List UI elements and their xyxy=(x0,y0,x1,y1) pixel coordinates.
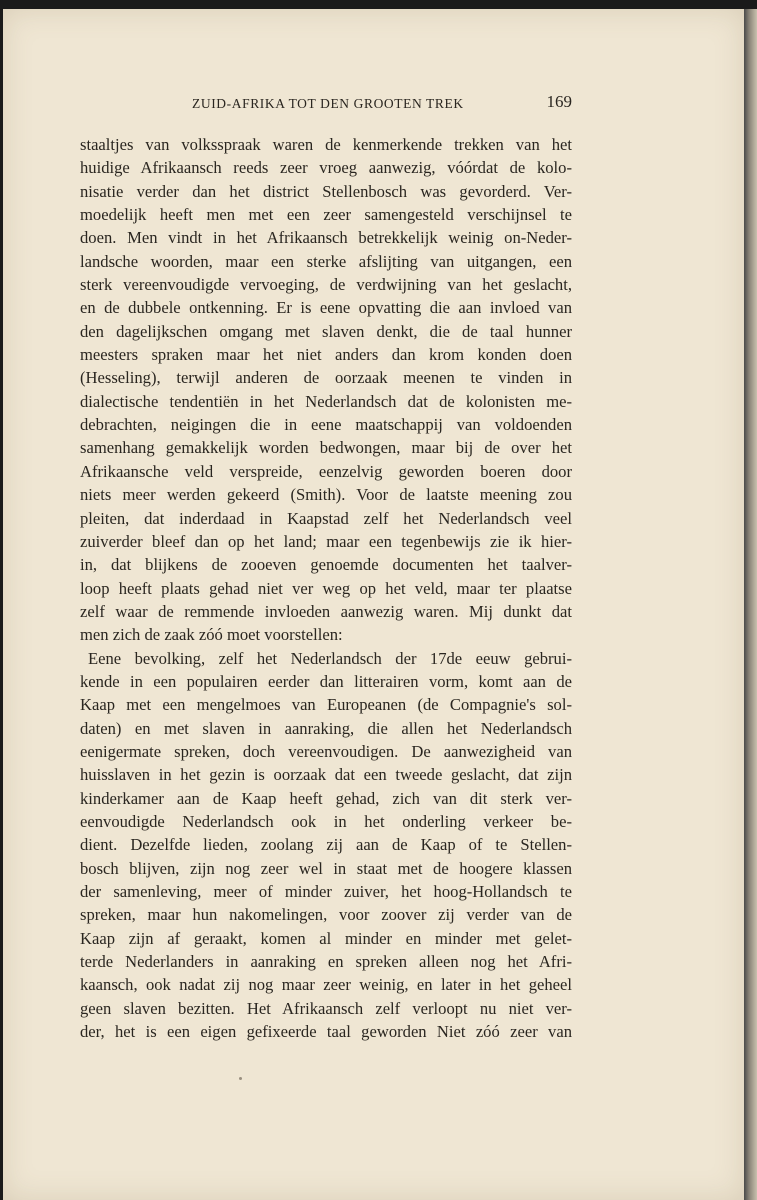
text-line: spreken, maar hun nakomelingen, voor zoover zij verder van de xyxy=(80,905,572,925)
text-line: der samenleving, meer of minder zuiver, het hoog-Hollandsch te xyxy=(80,882,572,901)
running-head xyxy=(80,92,572,116)
text-line: meesters spraken maar het niet anders dan krom konden doen xyxy=(80,345,572,365)
text-line: dient. Dezelfde lieden, zoolang zij aan de Kaap of te Stellen- xyxy=(80,835,572,855)
text-line: staaltjes van volksspraak waren de kenmerkende trekken van het xyxy=(80,135,572,154)
text-line: huisslaven in het gezin is oorzaak dat een tweede geslacht, dat zijn xyxy=(80,765,572,785)
page-edge xyxy=(744,9,757,1200)
text-line: huidige Afrikaansch reeds zeer vroeg aanwezig, vóórdat de kolo- xyxy=(80,158,572,178)
text-line: Afrikaansche veld verspreide, eenzelvig geworden boeren door xyxy=(80,461,572,481)
text-line: eenvoudigde Nederlandsch ook in het onderling verkeer be- xyxy=(80,811,572,831)
text-line: Kaap zijn af geraakt, komen al minder en minder met gelet- xyxy=(80,928,572,948)
text-line: sterk vereenvoudigde vervoeging, de verdwijning van het geslacht, xyxy=(80,275,572,295)
text-line: terde Nederlanders in aanraking en spreken alleen nog het Afri- xyxy=(80,952,572,972)
text-line: in, dat blijkens de zooeven genoemde documenten het taalver- xyxy=(80,555,572,575)
text-line: den dagelijkschen omgang met slaven denkt, die de taal hunner xyxy=(80,321,572,341)
text-line: bosch blijven, zijn nog zeer wel in staat met de hoogere klassen xyxy=(80,858,572,878)
text-line: doen. Men vindt in het Afrikaansch betrekkelijk weinig on-Neder- xyxy=(80,228,572,248)
text-line: dialectische tendentiën in het Nederlandsch dat de kolonisten me- xyxy=(80,391,572,411)
text-line: landsche woorden, maar een sterke afslijting van uitgangen, een xyxy=(80,251,572,271)
text-line: kinderkamer aan de Kaap heeft gehad, zich van dit sterk ver- xyxy=(80,788,572,808)
text-line: pleiten, dat inderdaad in Kaapstad zelf het Nederlandsch veel xyxy=(80,508,572,528)
text-line: moedelijk heeft men met een zeer samengesteld verschijnsel te xyxy=(80,205,572,225)
text-line: geen slaven bezitten. Het Afrikaansch zelf verloopt nu niet ver- xyxy=(80,998,572,1018)
body-text xyxy=(80,133,572,1043)
paragraph-start-line: Eene bevolking, zelf het Nederlandsch der 17de eeuw gebrui- xyxy=(88,648,572,668)
text-line: kaansch, ook nadat zij nog maar zeer weinig, en later in het geheel xyxy=(80,975,572,995)
text-line: en de dubbele ontkenning. Er is eene opvatting die aan invloed van xyxy=(80,298,572,318)
text-line: zuiverder bleef dan op het land; maar een tegenbewijs zie ik hier- xyxy=(80,531,572,551)
text-line: der, het is een eigen gefixeerde taal geworden Niet zóó zeer van xyxy=(80,1022,572,1042)
paper-speck xyxy=(239,1077,242,1080)
text-line: eenigermate spreken, doch vereenvoudigen. De aanwezigheid van xyxy=(80,741,572,761)
text-line: Kaap met een mengelmoes van Europeanen (de Compagnie's sol- xyxy=(80,695,572,715)
text-line: zelf waar de remmende invloeden aanwezig waren. Mij dunkt dat xyxy=(80,601,572,621)
text-line: nisatie verder dan het district Stellenbosch was gevorderd. Ver- xyxy=(80,181,572,201)
text-line: samenhang gemakkelijk worden bedwongen, maar bij de over het xyxy=(80,438,572,458)
text-line: loop heeft plaats gehad niet ver weg op het veld, maar ter plaatse xyxy=(80,578,572,598)
text-line: kende in een populairen eerder dan litterairen vorm, komt aan de xyxy=(80,671,572,691)
text-line: daten) en met slaven in aanraking, die allen het Nederlandsch xyxy=(80,718,572,738)
running-title: ZUID-AFRIKA TOT DEN GROOTEN TREK xyxy=(192,96,464,111)
text-line: debrachten, neigingen die in eene maatschappij van voldoenden xyxy=(80,415,572,435)
page-number: 169 xyxy=(546,92,572,111)
paragraph-end-line: men zich de zaak zóó moet voorstellen: xyxy=(80,625,343,645)
text-line: (Hesseling), terwijl anderen de oorzaak meenen te vinden in xyxy=(80,368,572,388)
text-line: niets meer werden gekeerd (Smith). Voor de laatste meening zou xyxy=(80,485,572,505)
